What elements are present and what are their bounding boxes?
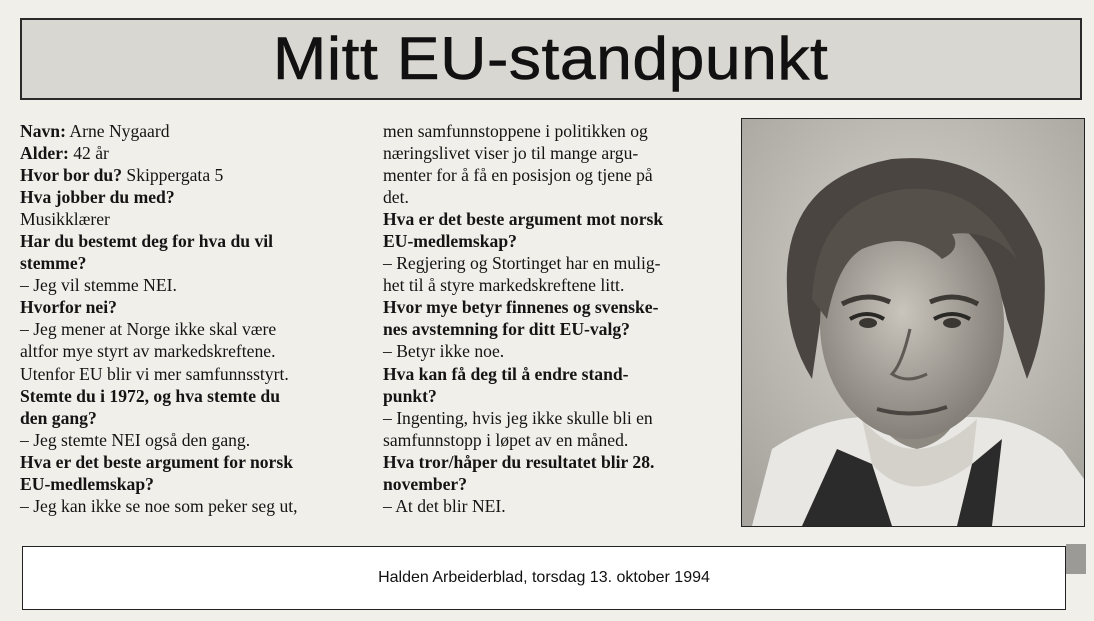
interview-line	[383, 340, 728, 362]
interview-line	[20, 252, 365, 274]
interview-line	[383, 296, 728, 318]
answer-text: det.	[383, 187, 409, 208]
headline-banner	[20, 18, 1082, 100]
interview-line	[20, 120, 365, 142]
interview-line	[383, 120, 728, 142]
question-text: Hva er det beste argument mot norsk	[383, 209, 664, 230]
interview-line	[383, 385, 728, 407]
page-title: Mitt EU-standpunkt	[273, 25, 829, 92]
portrait-illustration	[742, 119, 1084, 526]
answer-text: Musikklærer	[20, 209, 110, 230]
answer-text: menter for å få en posisjon og tjene på	[383, 165, 653, 186]
interview-line	[20, 363, 365, 385]
interview-column-left	[20, 120, 365, 517]
answer-text: – Ingenting, hvis jeg ikke skulle bli en	[383, 407, 653, 428]
interview-line	[20, 473, 365, 495]
answer-text: – Jeg stemte NEI også den gang.	[20, 429, 251, 450]
interview-line	[383, 407, 728, 429]
question-text: Stemte du i 1972, og hva stemte du	[20, 385, 280, 406]
question-text: Hva jobber du med?	[20, 187, 175, 208]
interview-line	[20, 318, 365, 340]
interview-line	[383, 451, 728, 473]
interview-line	[20, 208, 365, 230]
interview-line	[20, 451, 365, 473]
answer-text: Utenfor EU blir vi mer samfunnsstyrt.	[20, 363, 289, 384]
answer-text: – At det blir NEI.	[383, 495, 506, 516]
answer-text: – Jeg kan ikke se noe som peker seg ut,	[20, 495, 298, 516]
interview-line	[20, 164, 365, 186]
question-text: Hvor mye betyr finnenes og svenske-	[383, 297, 659, 318]
question-text: Har du bestemt deg for hva du vil	[20, 231, 274, 252]
interview-line	[383, 274, 728, 296]
interview-line	[383, 230, 728, 252]
answer-text: altfor mye styrt av markedskreftene.	[20, 341, 276, 362]
answer-text: Arne Nygaard	[65, 121, 170, 141]
answer-text: – Jeg mener at Norge ikke skal være	[20, 319, 277, 340]
portrait-photo	[741, 118, 1085, 527]
answer-text: het til å styre markedskreftene litt.	[383, 275, 625, 296]
interview-line	[383, 208, 728, 230]
question-text: Hvor bor du?	[20, 165, 123, 186]
answer-text: samfunnstopp i løpet av en måned.	[383, 429, 629, 450]
interview-line	[20, 296, 365, 318]
question-text: EU-medlemskap?	[383, 231, 517, 252]
question-text: stemme?	[20, 253, 87, 274]
interview-line	[383, 473, 728, 495]
answer-text: men samfunnstoppene i politikken og	[383, 121, 648, 141]
interview-line	[383, 429, 728, 451]
question-text: Hva tror/håper du resultatet blir 28.	[383, 451, 655, 472]
interview-line	[383, 142, 728, 164]
answer-text: Skippergata 5	[122, 165, 224, 186]
source-caption: Halden Arbeiderblad, torsdag 13. oktober 1994	[378, 569, 710, 586]
question-text: Navn:	[20, 121, 66, 141]
question-text: Alder:	[20, 143, 69, 164]
question-text: nes avstemning for ditt EU-valg?	[383, 319, 630, 340]
decorative-strip	[1066, 544, 1086, 574]
question-text: Hva er det beste argument for norsk	[20, 451, 293, 472]
interview-line	[20, 186, 365, 208]
answer-text: 42 år	[68, 143, 109, 164]
question-text: EU-medlemskap?	[20, 473, 154, 494]
interview-line	[20, 230, 365, 252]
interview-line	[383, 363, 728, 385]
interview-line	[383, 164, 728, 186]
interview-line	[20, 429, 365, 451]
interview-line	[20, 340, 365, 362]
question-text: den gang?	[20, 407, 97, 428]
interview-line	[20, 142, 365, 164]
interview-line	[20, 495, 365, 517]
question-text: Hvorfor nei?	[20, 297, 117, 318]
interview-line	[20, 274, 365, 296]
interview-line	[383, 318, 728, 340]
interview-line	[20, 385, 365, 407]
interview-line	[383, 186, 728, 208]
answer-text: næringslivet viser jo til mange argu-	[383, 143, 639, 164]
question-text: Hva kan få deg til å endre stand-	[383, 363, 629, 384]
question-text: punkt?	[383, 385, 437, 406]
source-caption-box	[22, 546, 1066, 610]
answer-text: – Betyr ikke noe.	[383, 341, 505, 362]
interview-line	[383, 252, 728, 274]
interview-column-right	[383, 120, 728, 517]
interview-line	[383, 495, 728, 517]
interview-line	[20, 407, 365, 429]
answer-text: – Jeg vil stemme NEI.	[20, 275, 177, 296]
answer-text: – Regjering og Stortinget har en mulig-	[383, 253, 661, 274]
question-text: november?	[383, 473, 468, 494]
